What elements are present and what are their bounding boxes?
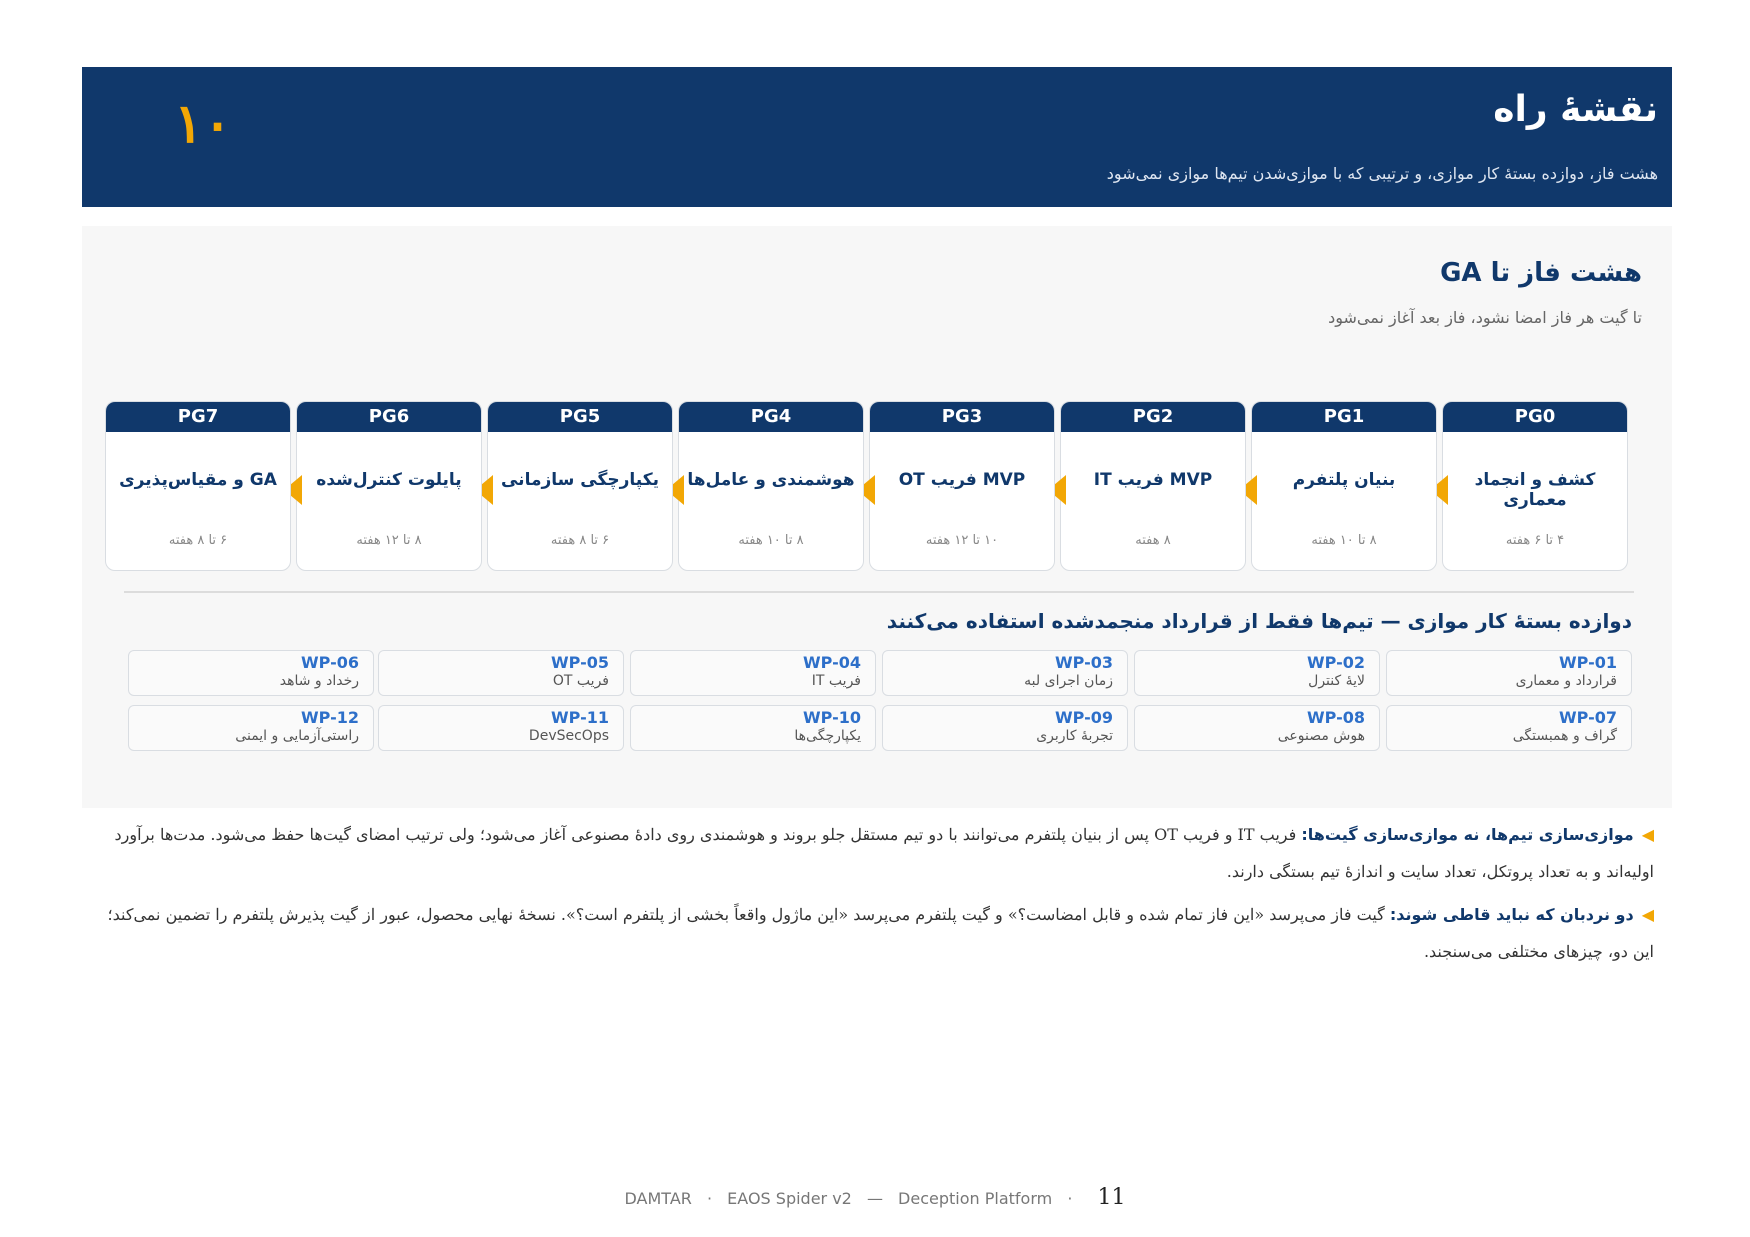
phase-id: PG1 [1252, 402, 1436, 432]
phase-name: یکپارچگی سازمانی [500, 470, 659, 490]
wp-code: WP-08 [1307, 708, 1365, 727]
footer-dash: — [866, 1189, 883, 1208]
triangle-bullet-icon: ◀ [1641, 825, 1654, 844]
page-subtitle: هشت فاز، دوازده بستهٔ کار موازی، و ترتیبی که با موازی‌شدن تیم‌ها موازی نمی‌شود [1106, 164, 1658, 183]
phase-name: هوشمندی و عامل‌ها [687, 470, 855, 490]
wp-label: راستی‌آزمایی و ایمنی [235, 728, 359, 744]
note-text: گیت فاز می‌پرسد «این فاز تمام شده و قابل امضاست؟» و گیت پلتفرم می‌پرسد «این ماژول واقعاً بخشی از پلتفرم است؟». نسخهٔ نهایی محصول، عبور از گیت پذیرش پلتفرم را تضمین نمی‌کند؛ این دو، چیزهای مختلفی می‌سنجند. [107, 905, 1654, 961]
note-text: فریب IT و فریب OT پس از بنیان پلتفرم می‌توانند با دو تیم مستقل جلو بروند و هوشمندی روی دادهٔ مصنوعی آغاز می‌شود؛ ولی ترتیب امضای گیت‌ها حفظ می‌شود. مدت‌ها برآورد اولیه‌اند و به تعداد پروتکل، تعداد سایت و اندازهٔ تیم بستگی دارند. [114, 825, 1654, 881]
phase-id: PG5 [488, 402, 672, 432]
work-package [378, 650, 624, 696]
work-package [630, 650, 876, 696]
divider [124, 591, 1634, 593]
page-title: نقشهٔ راه [1493, 89, 1658, 130]
wp-code: WP-06 [301, 653, 359, 672]
phase-id: PG7 [106, 402, 290, 432]
footer-product: EAOS Spider v2 [727, 1189, 852, 1208]
phase-duration: ۶ تا ۸ هفته [168, 533, 228, 548]
work-package [1134, 650, 1380, 696]
phase-name: MVP فریب IT [1093, 470, 1213, 490]
wp-label: هوش مصنوعی [1277, 728, 1365, 744]
phase-id: PG2 [1061, 402, 1245, 432]
work-package [378, 705, 624, 751]
wp-label: زمان اجرای لبه [1024, 673, 1113, 689]
note-paragraph [82, 816, 1654, 890]
work-package [882, 705, 1128, 751]
wp-label: تجربهٔ کاربری [1036, 728, 1113, 744]
note-lead: موازی‌سازی تیم‌ها، نه موازی‌سازی گیت‌ها: [1301, 825, 1634, 844]
work-packages-grid [128, 650, 1632, 750]
footer-platform: Deception Platform [898, 1189, 1053, 1208]
note-paragraph [82, 896, 1654, 970]
phase-card [487, 401, 673, 571]
phase-name: پایلوت کنترل‌شده [316, 470, 462, 490]
wp-code: WP-12 [301, 708, 359, 727]
section-number: ۱۰ [174, 91, 233, 155]
wp-code: WP-09 [1055, 708, 1113, 727]
roadmap-panel [82, 226, 1672, 808]
wp-label: گراف و همبستگی [1512, 728, 1617, 744]
phase-duration: ۸ تا ۱۲ هفته [356, 533, 422, 548]
wp-code: WP-11 [551, 708, 609, 727]
page-number: 11 [1097, 1185, 1126, 1210]
phase-name: MVP فریب OT [898, 470, 1026, 490]
work-package [630, 705, 876, 751]
note-lead: دو نردبان که نباید قاطی شوند: [1389, 905, 1634, 924]
notes [82, 816, 1672, 970]
phase-card [1060, 401, 1246, 571]
phase-card [678, 401, 864, 571]
panel-title: هشت فاز تا GA [1440, 258, 1642, 288]
panel-subtitle: تا گیت هر فاز امضا نشود، فاز بعد آغاز نمی‌شود [1328, 308, 1642, 327]
work-package [1386, 650, 1632, 696]
phase-duration: ۴ تا ۶ هفته [1505, 533, 1565, 548]
phase-name: بنیان پلتفرم [1292, 470, 1396, 490]
phase-timeline [104, 401, 1634, 571]
phase-duration: ۱۰ تا ۱۲ هفته [925, 533, 999, 548]
wp-label: فریب OT [552, 673, 609, 689]
wp-code: WP-10 [803, 708, 861, 727]
wp-label: DevSecOps [528, 728, 609, 744]
phase-duration: ۸ تا ۱۰ هفته [1311, 533, 1377, 548]
wp-code: WP-03 [1055, 653, 1113, 672]
wp-code: WP-07 [1559, 708, 1617, 727]
phase-id: PG3 [870, 402, 1054, 432]
wp-label: یکپارچگی‌ها [794, 728, 861, 744]
phase-id: PG6 [297, 402, 481, 432]
phase-card [296, 401, 482, 571]
wp-code: WP-04 [803, 653, 861, 672]
phase-card [105, 401, 291, 571]
wp-label: لایهٔ کنترل [1308, 673, 1365, 689]
footer-brand: DAMTAR [624, 1189, 692, 1208]
phase-id: PG4 [679, 402, 863, 432]
triangle-bullet-icon: ◀ [1641, 905, 1654, 924]
phase-duration: ۸ تا ۱۰ هفته [738, 533, 804, 548]
phase-duration: ۸ هفته [1135, 533, 1171, 548]
work-package [1386, 705, 1632, 751]
wp-code: WP-05 [551, 653, 609, 672]
footer [0, 1185, 1750, 1210]
wp-code: WP-01 [1559, 653, 1617, 672]
phase-duration: ۶ تا ۸ هفته [550, 533, 610, 548]
work-package [128, 705, 374, 751]
phase-card [1251, 401, 1437, 571]
wp-label: رخداد و شاهد [279, 673, 359, 689]
phase-id: PG0 [1443, 402, 1627, 432]
wp-label: قرارداد و معماری [1515, 673, 1617, 689]
footer-separator: · [706, 1189, 713, 1208]
phase-name: کشف و انجماد معماری [1474, 470, 1596, 510]
footer-separator: · [1067, 1189, 1073, 1208]
work-packages-title: دوازده بستهٔ کار موازی — تیم‌ها فقط از قرارداد منجمدشده استفاده می‌کنند [886, 609, 1632, 633]
work-package [882, 650, 1128, 696]
work-package [1134, 705, 1380, 751]
phase-name: GA و مقیاس‌پذیری [119, 470, 277, 490]
phase-card [1442, 401, 1628, 571]
phase-card [869, 401, 1055, 571]
header-banner [82, 67, 1672, 207]
work-package [128, 650, 374, 696]
wp-label: فریب IT [811, 673, 861, 689]
wp-code: WP-02 [1307, 653, 1365, 672]
